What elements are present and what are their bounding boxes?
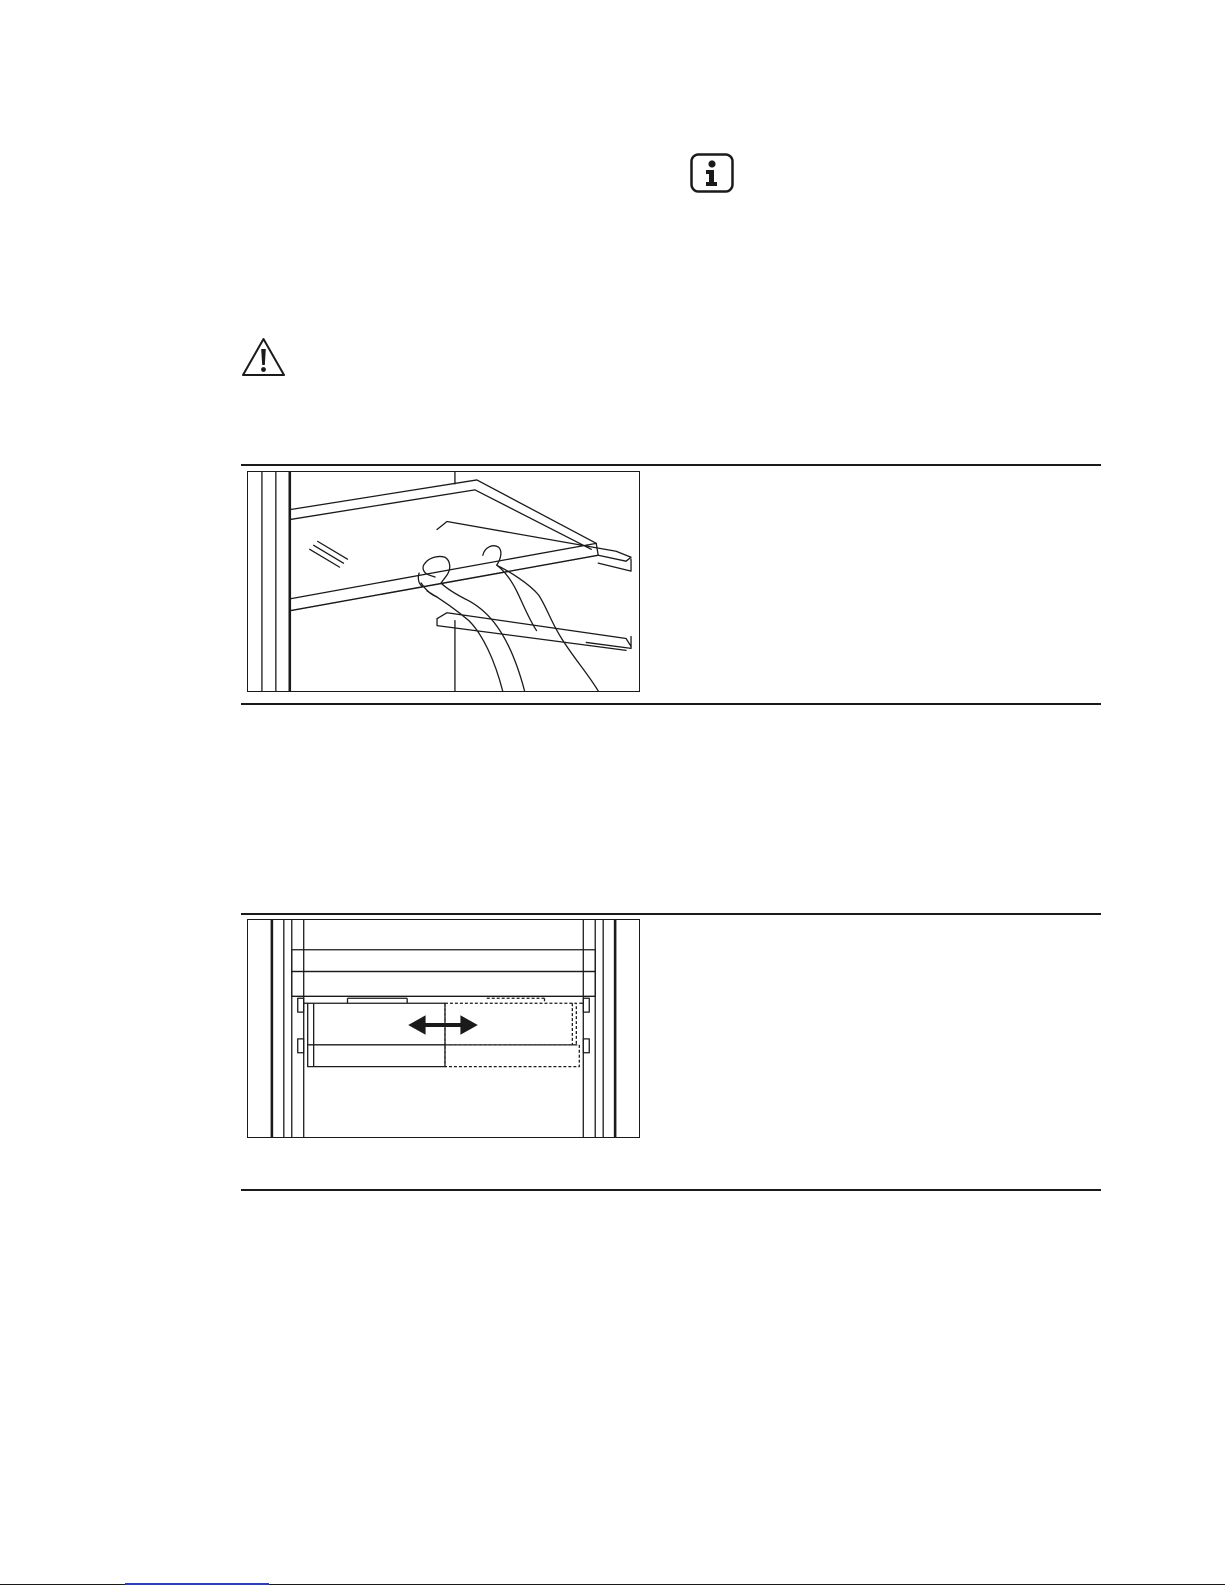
bottle-rack-slide-illustration (247, 919, 640, 1138)
section-divider-bottom-1 (241, 703, 1101, 705)
info-icon (690, 153, 734, 193)
page-footer-rule (0, 1581, 1225, 1585)
section-divider-bottom-2 (241, 1189, 1101, 1191)
warning-triangle-icon (240, 336, 287, 378)
section-divider-top-2 (241, 913, 1101, 915)
shelf-removal-illustration (247, 471, 640, 692)
section-divider-top-1 (241, 464, 1101, 466)
